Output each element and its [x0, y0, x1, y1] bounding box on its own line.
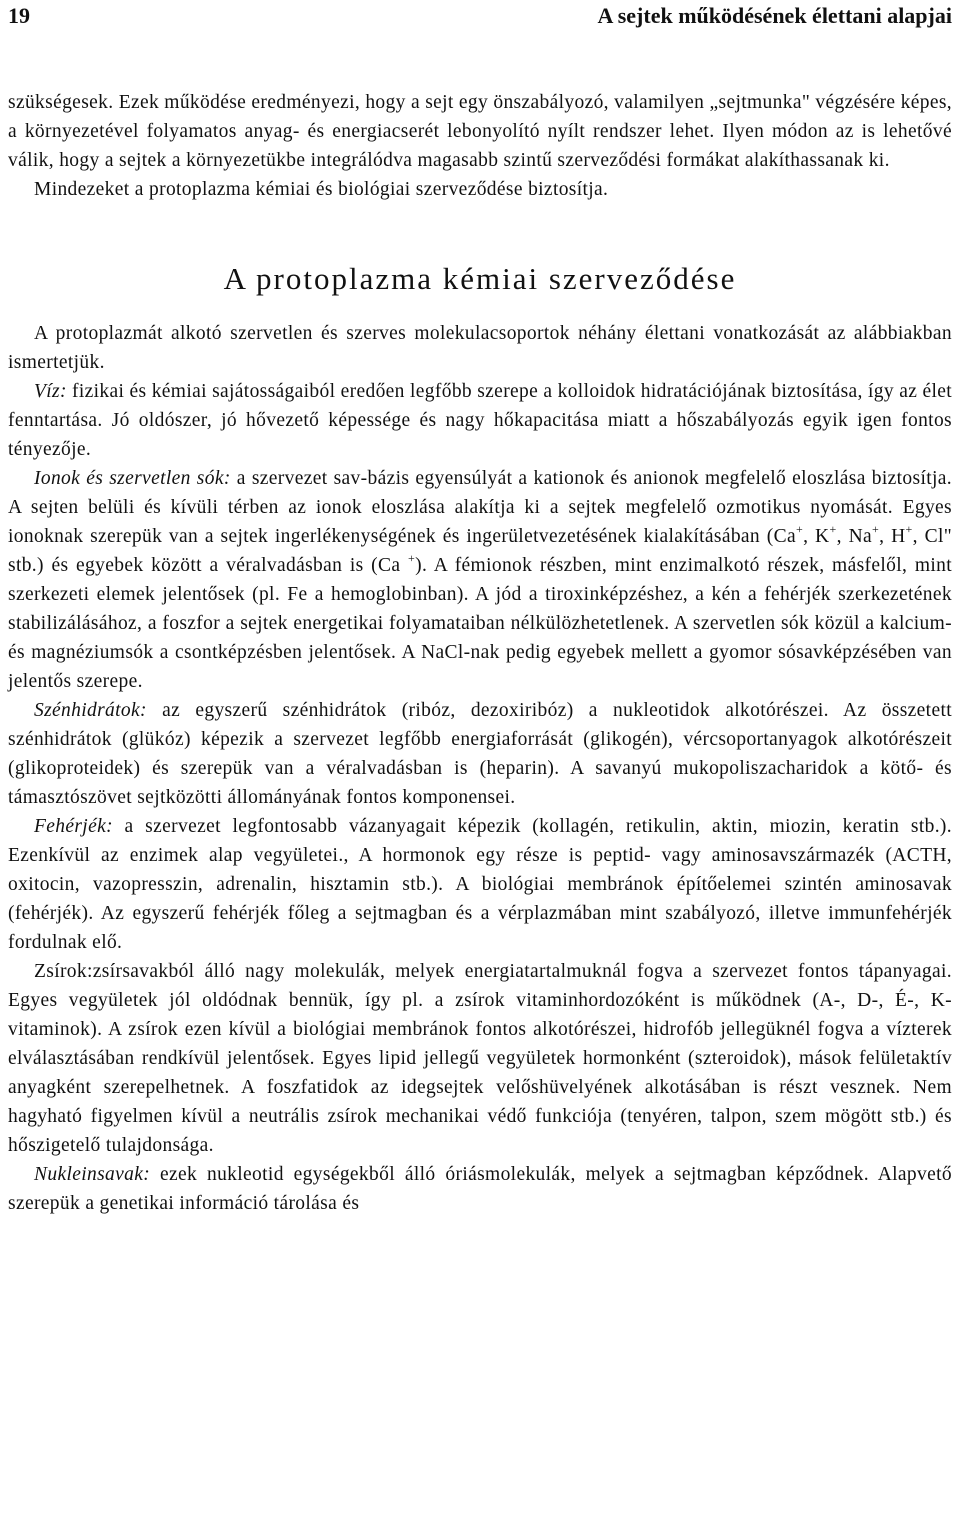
fats-term: Zsírok:	[34, 961, 93, 982]
nucleic-text: ezek nukleotid egységekből álló óriásmolekulák, melyek a sejtmagban képződnek. Alapvető szerepük a genetikai információ tárolása és	[8, 1164, 952, 1214]
intro-paragraph: szükségesek. Ezek működése eredményezi, hogy a sejt egy önszabályozó, valamilyen „sejtmunka" végzésére képes, a környezetével folyamatos anyag- és energiacserét lebonyolító nyílt rendszer lehet. Ilyen módon az is lehetővé válik, hogy a sejtek a környezetükbe integrálódva magasabb szintű szerveződési formákat alakíthassanak ki.	[8, 92, 952, 171]
intro-summary-paragraph: Mindezeket a protoplazma kémiai és biológiai szerveződése biztosítja.	[34, 179, 609, 200]
section-intro-paragraph: A protoplazmát alkotó szervetlen és szerves molekulacsoportok néhány élettani vonatkozását az alábbiakban ismertetjük.	[8, 323, 952, 373]
ions-term: Ionok és szervetlen sók:	[34, 468, 231, 489]
water-term: Víz:	[34, 381, 67, 402]
separator: ,	[912, 526, 925, 547]
proteins-text: a szervezet legfontosabb vázanyagait képezik (kollagén, retikulin, aktin, miozin, keratin stb.). Ezenkívül az enzimek alap vegyületei., A hormonok egy része is peptid- vagy aminosavszármazék (ACTH, oxitocin, vazopresszin, adrenalin, hisztamin stb.). A biológiai membránok építőelemei szintén aminosavak (fehérjék). Az egyszerű fehérjék főleg a sejtmagban és a vérplazmában mint szabályozó, illetve immunfehérjék fordulnak elő.	[8, 816, 952, 953]
ions-text-b: Cl" stb.) és egyebek között a véralvadásban is (Ca	[8, 526, 953, 576]
ion-charge: +	[795, 522, 804, 536]
running-title: A sejtek működésének élettani alapjai	[597, 3, 952, 28]
ions-text-a: a szervezet sav-bázis egyensúlyát a kationok és anionok megfelelő eloszlása biztosítja. A sejten belüli és kívüli térben az ionok eloszlása alakítja ki a sejtek megfelelő ozmotikus nyomását. Egyes ionoknak szerepük van a sejtek ingerlékenységének és ingerületvezetésének kialakításában (Ca	[8, 468, 952, 547]
ion-charge: +	[829, 522, 837, 536]
fats-text: zsírsavakból álló nagy molekulák, melyek energiatartalmuknál fogva a szervezet fontos tápanyagai. Egyes vegyületek jól oldódnak bennük, így pl. a zsírok vitaminhordozóként is működnek (A-, D-, É-, K-vitaminok). A zsírok ezen kívül a biológiai membránok fontos alkotórészei, hidrofób jellegüknél fogva a vízterek elválasztásában rendkívül jelentősek. Egyes lipid jellegű vegyületek hormonként (szteroidok), mások felületaktív anyagként szerepelhetnek. A foszfatidok az idegsejtek velőshüvelyének alkotásában is részt vesznek. Nem hagyható figyelmen kívül a neutrális zsírok mechanikai védő funkciója (tenyéren, talpon, szem mögött stb.) és hőszigetelő tulajdonsága.	[8, 961, 952, 1156]
ions-text-c: A fémionok részben, mint enzimalkotó részek, másfelől, mint szerkezeti elemek jelentősek (pl. Fe a hemoglobinban). A jód a tiroxinképzéshez, a kén a fehérjék szerkezetének stabilizálásához, a foszfor a sejtek energetikai folyamataiban nélkülözhetetlenek. A szervetlen sók közül a kalcium- és magnéziumsók a csontképzésben jelentősek. A NaCl-nak pedig egyebek mellett a gyomor sósavképzésében van jelentős szerepe.	[8, 555, 952, 692]
carbs-paragraph	[8, 696, 952, 812]
water-paragraph	[8, 377, 952, 464]
page-number: 19	[8, 3, 30, 28]
section-heading: A protoplazma kémiai szerveződése	[223, 261, 737, 296]
ion-potassium: K	[815, 526, 830, 547]
ions-paragraph	[8, 464, 952, 696]
ion-sodium: Na	[848, 526, 872, 547]
carbs-term: Szénhidrátok:	[34, 700, 147, 721]
ion-hydrogen: H	[891, 526, 906, 547]
proteins-paragraph	[8, 812, 952, 957]
ion-charge: +	[872, 522, 880, 536]
page-header	[8, 0, 952, 32]
fats-paragraph	[8, 957, 952, 1160]
water-text: fizikai és kémiai sajátosságaiból eredően legfőbb szerepe a kolloidok hidratációjának biztosítása, így az élet fenntartása. Jó oldószer, jó hővezető képessége és nagy hőkapacitása miatt a hőszabályozás egyik igen fontos tényezője.	[8, 381, 952, 460]
separator: ,	[836, 526, 849, 547]
ion-charge: +	[408, 551, 416, 565]
proteins-term: Fehérjék:	[34, 816, 113, 837]
ion-charge: +	[905, 522, 913, 536]
ions-close: ).	[415, 555, 434, 576]
separator: ,	[879, 526, 892, 547]
nucleic-paragraph	[8, 1160, 952, 1218]
separator: ,	[803, 526, 816, 547]
nucleic-term: Nukleinsavak:	[34, 1164, 151, 1185]
page-body	[8, 88, 952, 1218]
carbs-text: az egyszerű szénhidrátok (ribóz, dezoxiribóz) a nukleotidok alkotórészei. Az összetett szénhidrátok (glükóz) képezik a szervezet legfőbb energiaforrását (glikogén), vércsoportanyagok alkotórészeit (glikoproteidek) és szerepük van a véralvadásban is (heparin). A savanyú mukopoliszacharidok a kötő- és támasztószövet sejtközötti állományának fontos komponensei.	[8, 700, 952, 808]
